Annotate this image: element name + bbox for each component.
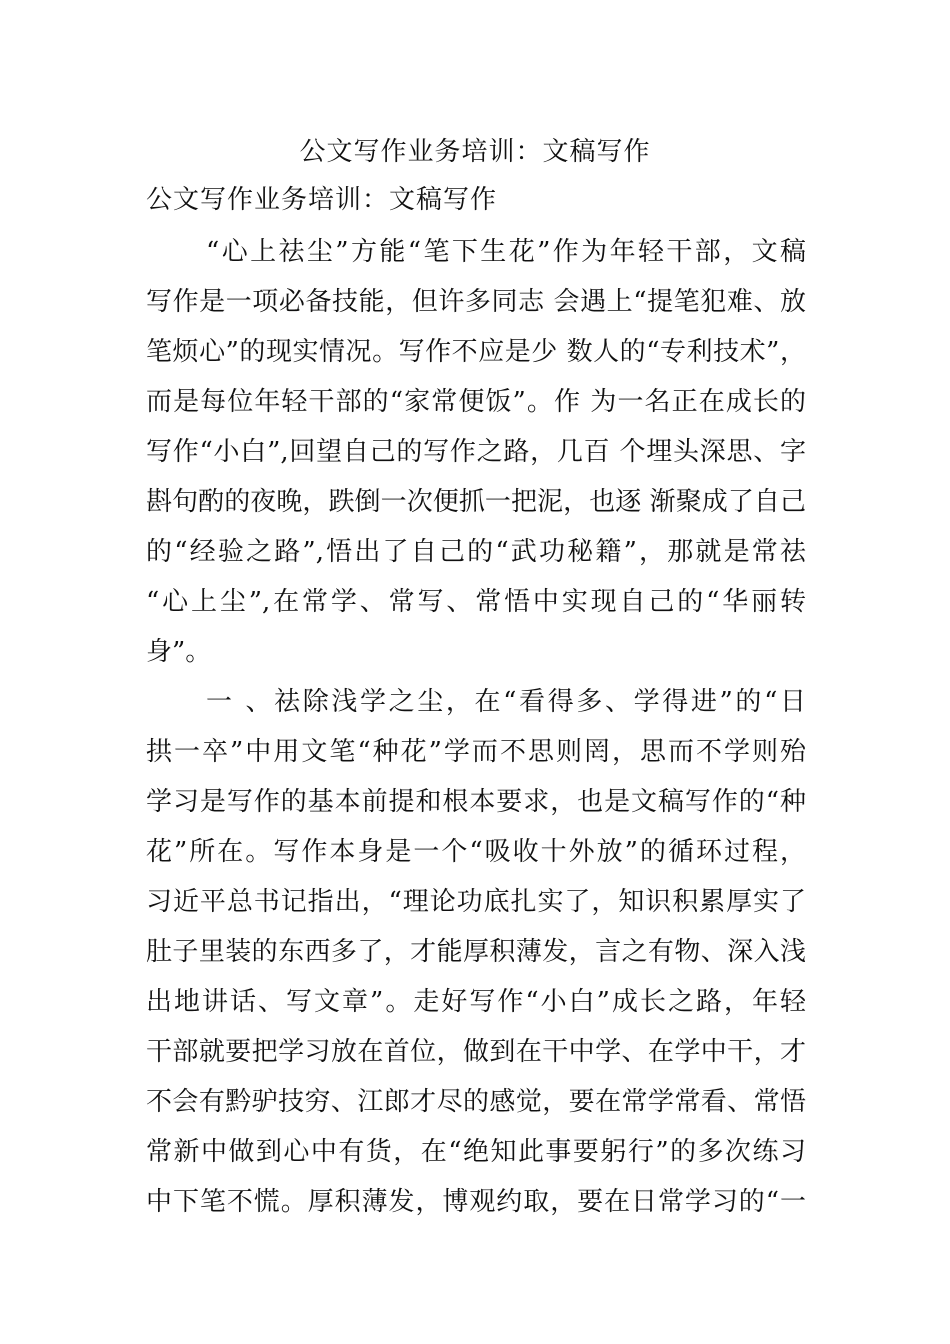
paragraph-line: 习近平总书记指出，“理论功底扎实了，知识积累厚实了 [146, 887, 806, 917]
paragraph-line: 身”。 [146, 637, 212, 667]
paragraph-line: 写作“小白”,回望自己的写作之路，几百 个埋头深思、字 [146, 437, 806, 467]
paragraph-line: 学习是写作的基本前提和根本要求，也是文稿写作的“种 [146, 787, 806, 817]
paragraph-line: 出地讲话、写文章”。走好写作“小白”成长之路，年轻 [146, 987, 806, 1017]
paragraph-line: 而是每位年轻干部的“家常便饭”。作 为一名正在成长的 [146, 387, 806, 417]
paragraph-line: 拱一卒”中用文笔“种花”学而不思则罔，思而不学则殆 [146, 737, 806, 767]
paragraph-line: 不会有黔驴技穷、江郎才尽的感觉，要在常学常看、常悟 [146, 1087, 806, 1117]
paragraph-line: 中下笔不慌。厚积薄发，博观约取，要在日常学习的“一 [146, 1187, 806, 1217]
paragraph-line: 干部就要把学习放在首位，做到在干中学、在学中干，才 [146, 1037, 806, 1067]
document-title: 公文写作业务培训：文稿写作 [299, 137, 651, 167]
paragraph-line: 一 、祛除浅学之尘，在“看得多、学得进”的“日 [206, 687, 806, 717]
paragraph-line: 花”所在。写作本身是一个“吸收十外放”的循环过程， [146, 837, 806, 867]
paragraph-line: 的“经验之路”,悟出了自己的“武功秘籍”，那就是常祛 [146, 537, 806, 567]
document-subtitle: 公文写作业务培训：文稿写作 [146, 185, 498, 215]
paragraph-line: “心上祛尘”方能“笔下生花”作为年轻干部，文稿 [206, 237, 806, 267]
paragraph-line: “心上尘”,在常学、常写、常悟中实现自己的“华丽转 [146, 587, 806, 617]
paragraph-line: 斟句酌的夜晚，跌倒一次便抓一把泥，也逐 渐聚成了自己 [146, 487, 806, 517]
paragraph-line: 常新中做到心中有货，在“绝知此事要躬行”的多次练习 [146, 1137, 806, 1167]
paragraph-line: 写作是一项必备技能，但许多同志 会遇上“提笔犯难、放 [146, 287, 806, 317]
paragraph-line: 肚子里装的东西多了，才能厚积薄发，言之有物、深入浅 [146, 937, 806, 967]
paragraph-line: 笔烦心”的现实情况。写作不应是少 数人的“专利技术”， [146, 337, 806, 367]
